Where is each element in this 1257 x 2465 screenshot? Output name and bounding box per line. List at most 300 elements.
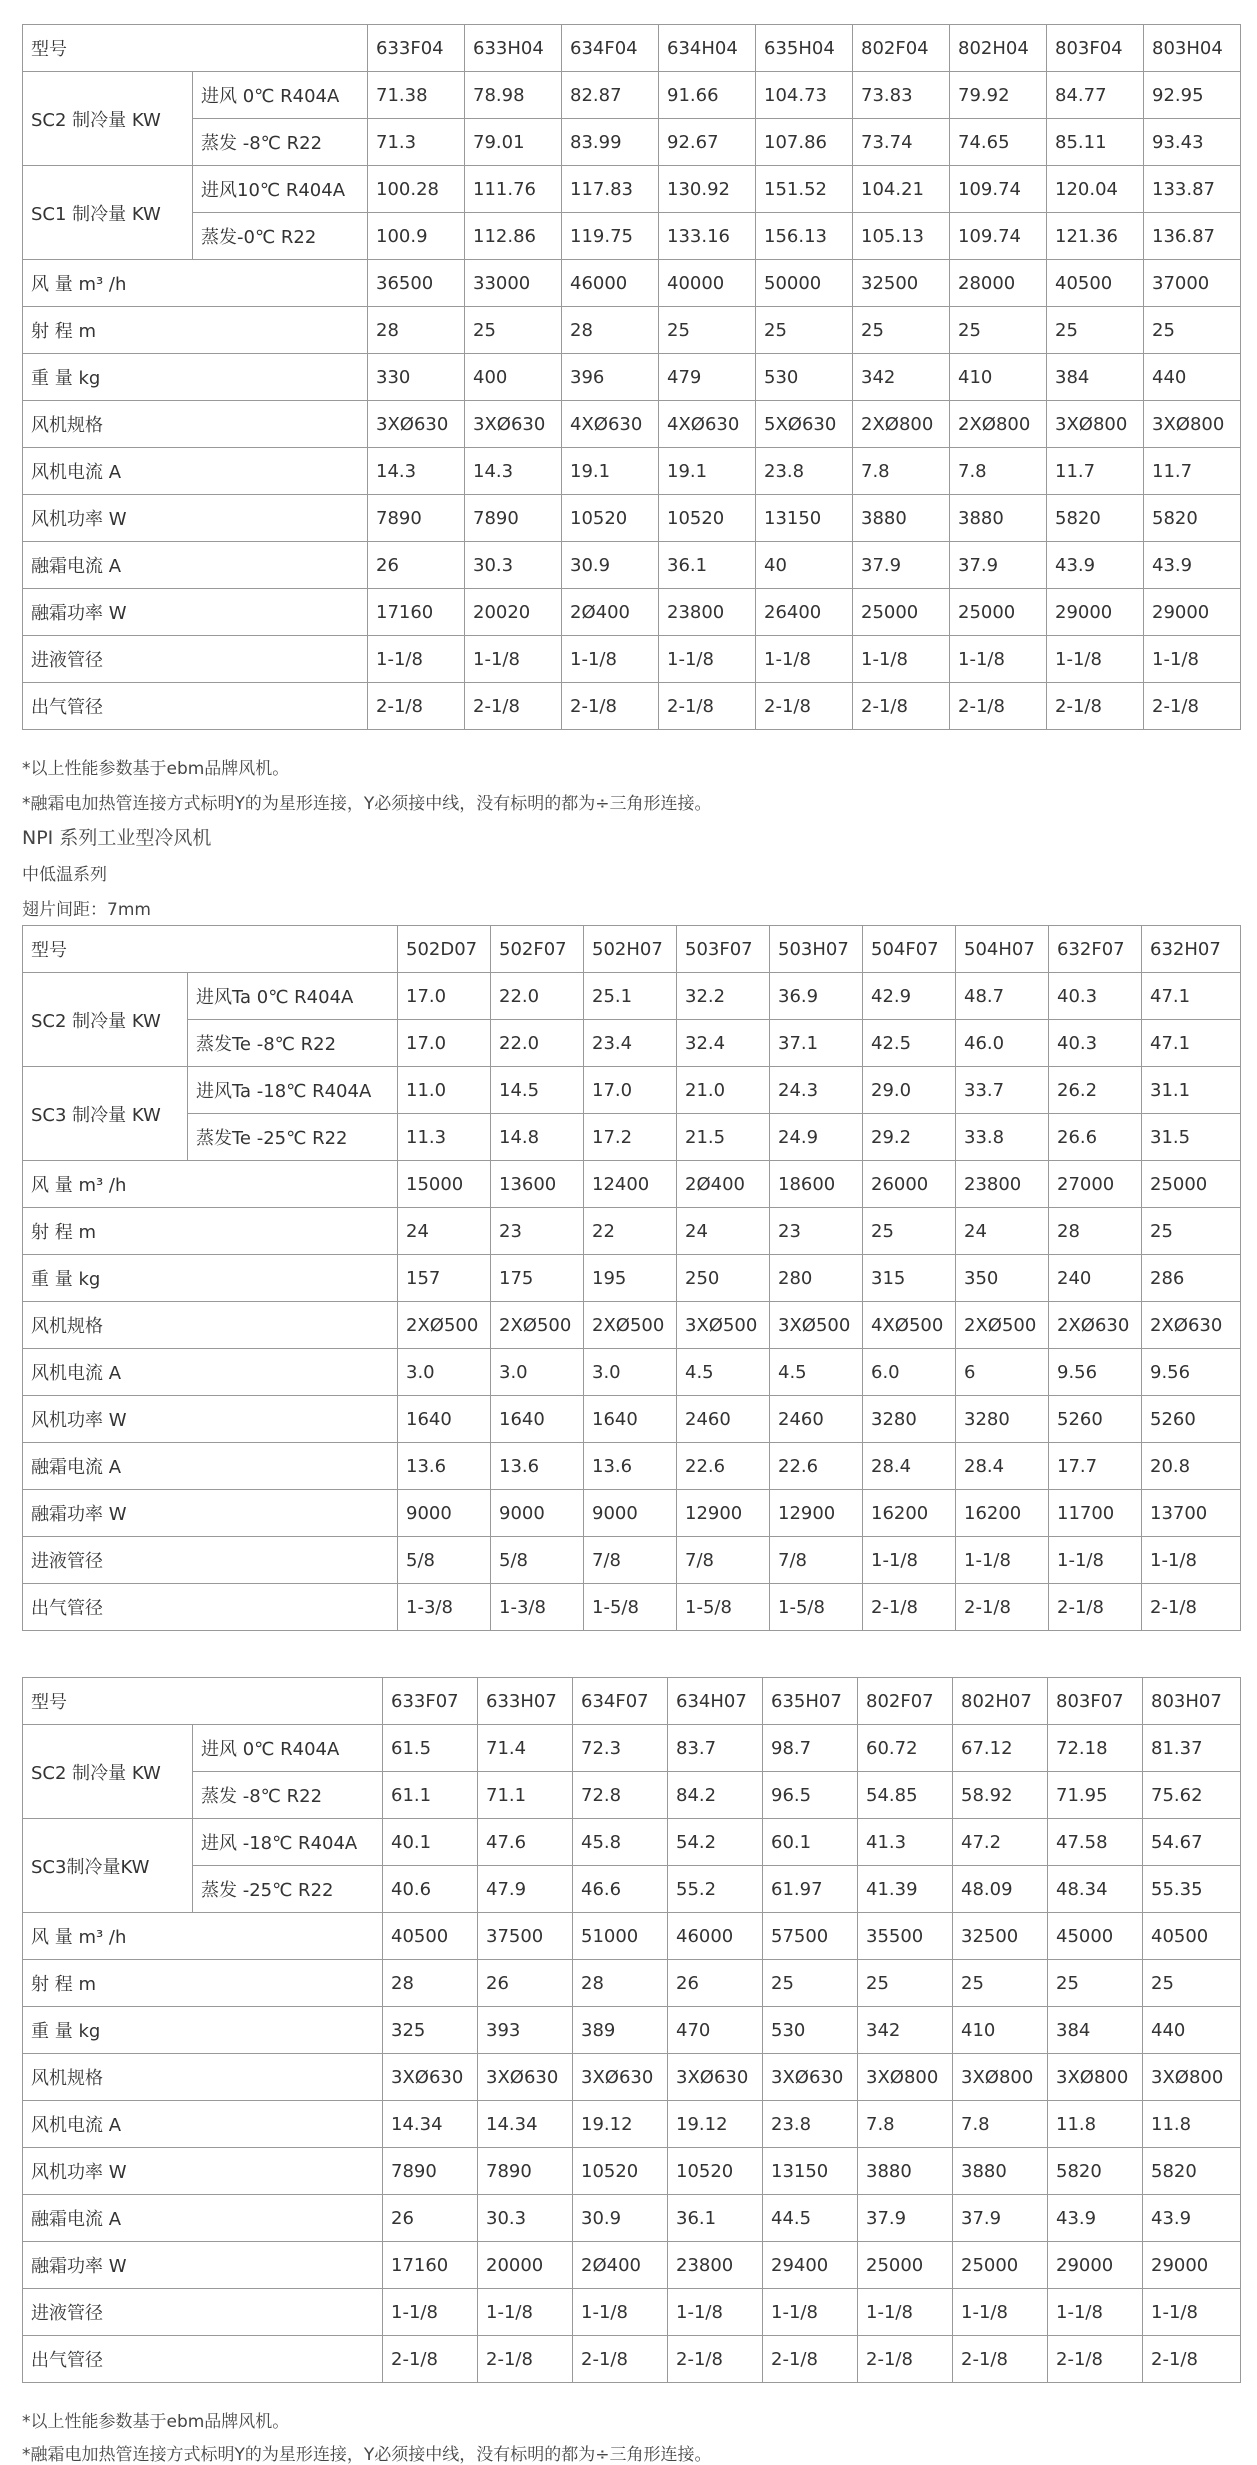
value-cell: 17.0 [584, 1067, 677, 1114]
value-cell: 84.77 [1047, 72, 1144, 119]
value-cell: 28 [573, 1960, 668, 2007]
value-cell: 9000 [584, 1490, 677, 1537]
row-label: 融霜功率 W [23, 2242, 383, 2289]
row-label: 风机功率 W [23, 2148, 383, 2195]
value-cell: 23 [770, 1208, 863, 1255]
value-cell: 40.1 [383, 1819, 478, 1866]
condition-label: 进风10℃ R404A [193, 166, 368, 213]
value-cell: 470 [668, 2007, 763, 2054]
value-cell: 1-1/8 [863, 1537, 956, 1584]
row-label: 射 程 m [23, 1960, 383, 2007]
value-cell: 58.92 [953, 1772, 1048, 1819]
condition-label: 进风 -18℃ R404A [193, 1819, 383, 1866]
value-cell: 133.87 [1144, 166, 1241, 213]
value-cell: 2Ø400 [562, 589, 659, 636]
footnote-ebm-2: *以上性能参数基于ebm品牌风机。 [22, 2412, 290, 2432]
footnote-defrost-wiring-2: *融霜电加热管连接方式标明Y的为星形连接，Y必须接中线，没有标明的都为÷三角形连接。 [22, 2445, 712, 2465]
spec-table-1 [22, 24, 1241, 730]
value-cell: 40.6 [383, 1866, 478, 1913]
value-cell: 3.0 [491, 1349, 584, 1396]
value-cell: 3.0 [584, 1349, 677, 1396]
value-cell: 11.3 [398, 1114, 491, 1161]
value-cell: 25000 [950, 589, 1047, 636]
value-cell: 350 [956, 1255, 1049, 1302]
value-cell: 1-1/8 [573, 2289, 668, 2336]
value-cell: 25 [858, 1960, 953, 2007]
table-row [23, 307, 1241, 354]
group-label: SC3制冷量KW [23, 1819, 193, 1913]
table-row [23, 1349, 1241, 1396]
value-cell: 25 [763, 1960, 858, 2007]
value-cell: 26 [478, 1960, 573, 2007]
row-label: 进液管径 [23, 636, 368, 683]
value-cell: 121.36 [1047, 213, 1144, 260]
value-cell: 23.4 [584, 1020, 677, 1067]
value-cell: 530 [763, 2007, 858, 2054]
value-cell: 13.6 [584, 1443, 677, 1490]
value-cell: 40 [756, 542, 853, 589]
value-cell: 47.2 [953, 1819, 1048, 1866]
value-cell: 2-1/8 [562, 683, 659, 730]
row-label: 出气管径 [23, 2336, 383, 2383]
value-cell: 4XØ630 [562, 401, 659, 448]
value-cell: 342 [853, 354, 950, 401]
value-cell: 3XØ800 [1144, 401, 1241, 448]
value-cell: 81.37 [1143, 1725, 1241, 1772]
table-row [23, 1866, 1241, 1913]
value-cell: 1640 [584, 1396, 677, 1443]
spec-table-3 [22, 1677, 1241, 2383]
value-cell: 91.66 [659, 72, 756, 119]
value-cell: 29000 [1047, 589, 1144, 636]
value-cell: 19.12 [573, 2101, 668, 2148]
value-cell: 11.0 [398, 1067, 491, 1114]
value-cell: 3XØ630 [478, 2054, 573, 2101]
row-label: 风机规格 [23, 1302, 398, 1349]
value-cell: 43.9 [1143, 2195, 1241, 2242]
value-cell: 25000 [953, 2242, 1048, 2289]
value-cell: 5/8 [491, 1537, 584, 1584]
row-label: 融霜电流 A [23, 1443, 398, 1490]
value-cell: 2-1/8 [863, 1584, 956, 1631]
condition-label: 蒸发Te -8℃ R22 [188, 1020, 398, 1067]
value-cell: 28.4 [956, 1443, 1049, 1490]
row-label: 风 量 m³ /h [23, 260, 368, 307]
value-cell: 5/8 [398, 1537, 491, 1584]
value-cell: 2XØ630 [1049, 1302, 1142, 1349]
value-cell: 47.1 [1142, 1020, 1241, 1067]
value-cell: 25000 [1142, 1161, 1241, 1208]
value-cell: 26000 [863, 1161, 956, 1208]
value-cell: 2-1/8 [756, 683, 853, 730]
value-cell: 4.5 [677, 1349, 770, 1396]
condition-label: 蒸发-0℃ R22 [193, 213, 368, 260]
condition-label: 进风 0℃ R404A [193, 1725, 383, 1772]
value-cell: 3XØ800 [1143, 2054, 1241, 2101]
model-name: 802H07 [953, 1678, 1048, 1725]
model-name: 633F07 [383, 1678, 478, 1725]
row-label: 射 程 m [23, 307, 368, 354]
value-cell: 93.43 [1144, 119, 1241, 166]
value-cell: 25000 [858, 2242, 953, 2289]
value-cell: 17.2 [584, 1114, 677, 1161]
value-cell: 5820 [1047, 495, 1144, 542]
value-cell: 85.11 [1047, 119, 1144, 166]
value-cell: 12400 [584, 1161, 677, 1208]
value-cell: 73.83 [853, 72, 950, 119]
value-cell: 396 [562, 354, 659, 401]
table-row [23, 636, 1241, 683]
table-row [23, 119, 1241, 166]
model-name: 803F07 [1048, 1678, 1143, 1725]
row-label: 进液管径 [23, 1537, 398, 1584]
table-row [23, 1819, 1241, 1866]
value-cell: 3XØ800 [953, 2054, 1048, 2101]
table-row [23, 2148, 1241, 2195]
footnote-defrost-wiring: *融霜电加热管连接方式标明Y的为星形连接，Y必须接中线，没有标明的都为÷三角形连接。 [22, 794, 712, 814]
value-cell: 2-1/8 [1144, 683, 1241, 730]
value-cell: 40500 [383, 1913, 478, 1960]
value-cell: 1640 [491, 1396, 584, 1443]
table-row [23, 1913, 1241, 1960]
value-cell: 9.56 [1142, 1349, 1241, 1396]
value-cell: 25 [1047, 307, 1144, 354]
value-cell: 28000 [950, 260, 1047, 307]
value-cell: 3880 [853, 495, 950, 542]
value-cell: 1-1/8 [659, 636, 756, 683]
value-cell: 2XØ500 [956, 1302, 1049, 1349]
value-cell: 25 [1142, 1208, 1241, 1255]
value-cell: 2Ø400 [573, 2242, 668, 2289]
condition-label: 进风Ta -18℃ R404A [188, 1067, 398, 1114]
value-cell: 1-1/8 [368, 636, 465, 683]
value-cell: 37500 [478, 1913, 573, 1960]
table-row [23, 589, 1241, 636]
value-cell: 47.9 [478, 1866, 573, 1913]
value-cell: 30.9 [573, 2195, 668, 2242]
value-cell: 195 [584, 1255, 677, 1302]
value-cell: 50000 [756, 260, 853, 307]
model-name: 633H04 [465, 25, 562, 72]
value-cell: 16200 [863, 1490, 956, 1537]
value-cell: 30.3 [465, 542, 562, 589]
value-cell: 78.98 [465, 72, 562, 119]
value-cell: 2XØ800 [853, 401, 950, 448]
value-cell: 2-1/8 [1048, 2336, 1143, 2383]
value-cell: 35500 [858, 1913, 953, 1960]
value-cell: 1-1/8 [858, 2289, 953, 2336]
model-name: 634F04 [562, 25, 659, 72]
table-row [23, 1443, 1241, 1490]
value-cell: 48.7 [956, 973, 1049, 1020]
value-cell: 45.8 [573, 1819, 668, 1866]
header-row [23, 926, 1241, 973]
value-cell: 5820 [1048, 2148, 1143, 2195]
value-cell: 1-1/8 [1144, 636, 1241, 683]
row-label: 风机规格 [23, 2054, 383, 2101]
value-cell: 41.39 [858, 1866, 953, 1913]
condition-label: 进风 0℃ R404A [193, 72, 368, 119]
condition-label: 蒸发 -25℃ R22 [193, 1866, 383, 1913]
value-cell: 25 [953, 1960, 1048, 2007]
table-row [23, 1396, 1241, 1443]
value-cell: 3XØ630 [465, 401, 562, 448]
value-cell: 13.6 [491, 1443, 584, 1490]
value-cell: 46.6 [573, 1866, 668, 1913]
value-cell: 342 [858, 2007, 953, 2054]
value-cell: 73.74 [853, 119, 950, 166]
row-label: 融霜电流 A [23, 542, 368, 589]
value-cell: 7.8 [950, 448, 1047, 495]
value-cell: 14.5 [491, 1067, 584, 1114]
row-label: 风 量 m³ /h [23, 1161, 398, 1208]
value-cell: 37.1 [770, 1020, 863, 1067]
table-row [23, 1772, 1241, 1819]
value-cell: 2XØ500 [584, 1302, 677, 1349]
value-cell: 2-1/8 [465, 683, 562, 730]
value-cell: 18600 [770, 1161, 863, 1208]
value-cell: 157 [398, 1255, 491, 1302]
table-row [23, 1584, 1241, 1631]
value-cell: 31.5 [1142, 1114, 1241, 1161]
value-cell: 29400 [763, 2242, 858, 2289]
value-cell: 32500 [953, 1913, 1048, 1960]
value-cell: 117.83 [562, 166, 659, 213]
value-cell: 25 [863, 1208, 956, 1255]
value-cell: 28 [368, 307, 465, 354]
value-cell: 25000 [853, 589, 950, 636]
value-cell: 74.65 [950, 119, 1047, 166]
value-cell: 9.56 [1049, 1349, 1142, 1396]
value-cell: 37.9 [853, 542, 950, 589]
value-cell: 2-1/8 [853, 683, 950, 730]
model-name: 803H07 [1143, 1678, 1241, 1725]
value-cell: 2-1/8 [858, 2336, 953, 2383]
value-cell: 32.4 [677, 1020, 770, 1067]
value-cell: 1-1/8 [953, 2289, 1048, 2336]
value-cell: 19.1 [562, 448, 659, 495]
value-cell: 45000 [1048, 1913, 1143, 1960]
value-cell: 30.3 [478, 2195, 573, 2242]
value-cell: 440 [1143, 2007, 1241, 2054]
value-cell: 6.0 [863, 1349, 956, 1396]
value-cell: 1-1/8 [1047, 636, 1144, 683]
value-cell: 4.5 [770, 1349, 863, 1396]
value-cell: 240 [1049, 1255, 1142, 1302]
value-cell: 384 [1048, 2007, 1143, 2054]
value-cell: 92.67 [659, 119, 756, 166]
value-cell: 71.95 [1048, 1772, 1143, 1819]
value-cell: 43.9 [1144, 542, 1241, 589]
value-cell: 1-1/8 [1142, 1537, 1241, 1584]
value-cell: 3XØ630 [763, 2054, 858, 2101]
group-label: SC3 制冷量 KW [23, 1067, 188, 1161]
value-cell: 43.9 [1048, 2195, 1143, 2242]
value-cell: 400 [465, 354, 562, 401]
model-name: 802H04 [950, 25, 1047, 72]
value-cell: 33000 [465, 260, 562, 307]
row-label: 风机电流 A [23, 1349, 398, 1396]
table-row [23, 495, 1241, 542]
value-cell: 36500 [368, 260, 465, 307]
model-header-label: 型号 [23, 926, 398, 973]
value-cell: 2-1/8 [763, 2336, 858, 2383]
value-cell: 2460 [677, 1396, 770, 1443]
table-row [23, 260, 1241, 307]
value-cell: 29000 [1144, 589, 1241, 636]
table-row [23, 2289, 1241, 2336]
value-cell: 19.1 [659, 448, 756, 495]
value-cell: 1640 [398, 1396, 491, 1443]
row-label: 进液管径 [23, 2289, 383, 2336]
value-cell: 100.28 [368, 166, 465, 213]
model-name: 503F07 [677, 926, 770, 973]
table-row [23, 1255, 1241, 1302]
value-cell: 60.1 [763, 1819, 858, 1866]
value-cell: 22.0 [491, 1020, 584, 1067]
value-cell: 1-3/8 [398, 1584, 491, 1631]
value-cell: 2XØ500 [398, 1302, 491, 1349]
value-cell: 28 [562, 307, 659, 354]
value-cell: 2XØ800 [950, 401, 1047, 448]
value-cell: 3XØ800 [1048, 2054, 1143, 2101]
model-name: 635H04 [756, 25, 853, 72]
value-cell: 3.0 [398, 1349, 491, 1396]
series-title: NPI 系列工业型冷风机 [22, 827, 212, 849]
value-cell: 389 [573, 2007, 668, 2054]
value-cell: 479 [659, 354, 756, 401]
row-label: 风机电流 A [23, 2101, 383, 2148]
value-cell: 7/8 [677, 1537, 770, 1584]
value-cell: 1-1/8 [562, 636, 659, 683]
model-name: 634F07 [573, 1678, 668, 1725]
model-name: 803F04 [1047, 25, 1144, 72]
value-cell: 54.2 [668, 1819, 763, 1866]
value-cell: 40.3 [1049, 973, 1142, 1020]
value-cell: 7890 [368, 495, 465, 542]
value-cell: 9000 [398, 1490, 491, 1537]
value-cell: 250 [677, 1255, 770, 1302]
group-label: SC1 制冷量 KW [23, 166, 193, 260]
value-cell: 5XØ630 [756, 401, 853, 448]
value-cell: 28 [1049, 1208, 1142, 1255]
value-cell: 20000 [478, 2242, 573, 2289]
value-cell: 330 [368, 354, 465, 401]
value-cell: 11700 [1049, 1490, 1142, 1537]
model-header-label: 型号 [23, 1678, 383, 1725]
value-cell: 12900 [770, 1490, 863, 1537]
value-cell: 7.8 [853, 448, 950, 495]
value-cell: 29.2 [863, 1114, 956, 1161]
value-cell: 71.38 [368, 72, 465, 119]
row-label: 重 量 kg [23, 1255, 398, 1302]
model-name: 502D07 [398, 926, 491, 973]
value-cell: 22.6 [677, 1443, 770, 1490]
value-cell: 55.35 [1143, 1866, 1241, 1913]
value-cell: 7.8 [953, 2101, 1048, 2148]
value-cell: 61.5 [383, 1725, 478, 1772]
value-cell: 13150 [756, 495, 853, 542]
value-cell: 55.2 [668, 1866, 763, 1913]
value-cell: 92.95 [1144, 72, 1241, 119]
value-cell: 41.3 [858, 1819, 953, 1866]
value-cell: 1-1/8 [756, 636, 853, 683]
condition-label: 蒸发Te -25℃ R22 [188, 1114, 398, 1161]
table-row [23, 542, 1241, 589]
value-cell: 29.0 [863, 1067, 956, 1114]
value-cell: 75.62 [1143, 1772, 1241, 1819]
value-cell: 25 [1144, 307, 1241, 354]
model-name: 634H04 [659, 25, 756, 72]
model-name: 503H07 [770, 926, 863, 973]
value-cell: 23 [491, 1208, 584, 1255]
value-cell: 10520 [573, 2148, 668, 2195]
value-cell: 83.7 [668, 1725, 763, 1772]
value-cell: 2XØ500 [491, 1302, 584, 1349]
value-cell: 2-1/8 [383, 2336, 478, 2383]
value-cell: 1-5/8 [584, 1584, 677, 1631]
table-row [23, 1725, 1241, 1772]
series-subtitle: 中低温系列 [22, 865, 107, 885]
value-cell: 96.5 [763, 1772, 858, 1819]
table-row [23, 1960, 1241, 2007]
value-cell: 21.5 [677, 1114, 770, 1161]
table-row [23, 1490, 1241, 1537]
value-cell: 13600 [491, 1161, 584, 1208]
value-cell: 40000 [659, 260, 756, 307]
value-cell: 1-1/8 [956, 1537, 1049, 1584]
value-cell: 16200 [956, 1490, 1049, 1537]
value-cell: 1-3/8 [491, 1584, 584, 1631]
value-cell: 11.8 [1143, 2101, 1241, 2148]
table-row [23, 1302, 1241, 1349]
condition-label: 蒸发 -8℃ R22 [193, 1772, 383, 1819]
value-cell: 3XØ630 [368, 401, 465, 448]
value-cell: 1-1/8 [668, 2289, 763, 2336]
row-label: 射 程 m [23, 1208, 398, 1255]
value-cell: 2XØ630 [1142, 1302, 1241, 1349]
value-cell: 98.7 [763, 1725, 858, 1772]
value-cell: 17.0 [398, 973, 491, 1020]
value-cell: 1-1/8 [465, 636, 562, 683]
value-cell: 109.74 [950, 166, 1047, 213]
value-cell: 14.3 [465, 448, 562, 495]
value-cell: 48.34 [1048, 1866, 1143, 1913]
value-cell: 393 [478, 2007, 573, 2054]
value-cell: 57500 [763, 1913, 858, 1960]
value-cell: 7/8 [584, 1537, 677, 1584]
model-name: 634H07 [668, 1678, 763, 1725]
model-name: 802F04 [853, 25, 950, 72]
value-cell: 13700 [1142, 1490, 1241, 1537]
value-cell: 109.74 [950, 213, 1047, 260]
value-cell: 25 [1143, 1960, 1241, 2007]
value-cell: 3880 [858, 2148, 953, 2195]
value-cell: 25.1 [584, 973, 677, 1020]
value-cell: 26.2 [1049, 1067, 1142, 1114]
table-row [23, 973, 1241, 1020]
value-cell: 7/8 [770, 1537, 863, 1584]
table-row [23, 1114, 1241, 1161]
model-name: 633F04 [368, 25, 465, 72]
value-cell: 24.9 [770, 1114, 863, 1161]
value-cell: 133.16 [659, 213, 756, 260]
value-cell: 40500 [1143, 1913, 1241, 1960]
table-row [23, 1020, 1241, 1067]
fin-spacing: 翅片间距：7mm [22, 900, 151, 920]
value-cell: 25 [756, 307, 853, 354]
value-cell: 11.7 [1047, 448, 1144, 495]
